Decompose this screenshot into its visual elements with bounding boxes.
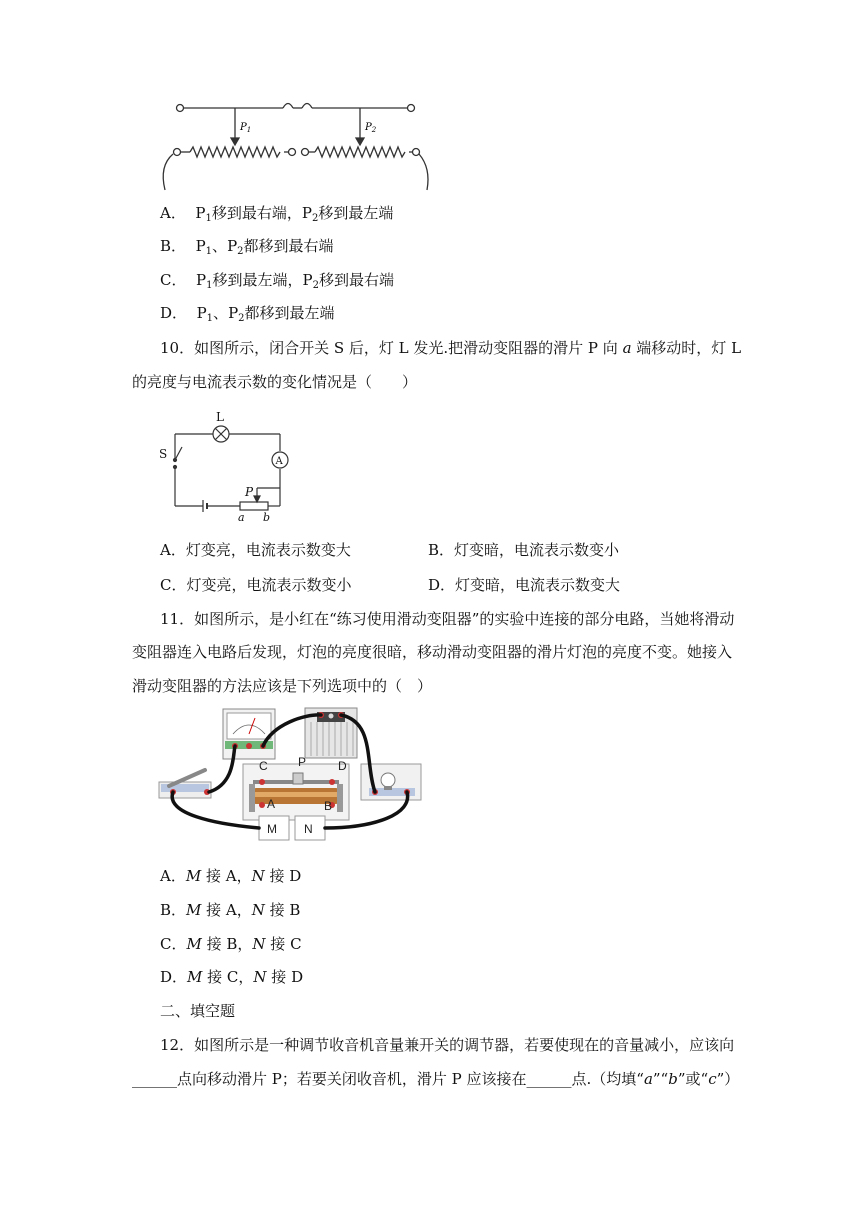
q10-option-d[interactable]: D．灯变暗，电流表示数变大 (428, 576, 621, 594)
q11-figure-wire-m: M (267, 822, 277, 836)
section-title-fill-in: 二、填空题 (160, 1002, 236, 1020)
q10-option-c[interactable]: C．灯变亮，电流表示数变小 (160, 576, 352, 594)
q11-option-b[interactable]: B．M 接 A，N 接 B (160, 901, 301, 919)
q11-stem-line-2: 变阻器连入电路后发现，灯泡的亮度很暗，移动滑动变阻器的滑片灯泡的亮度不变。她接入 (132, 643, 733, 661)
q11-option-d[interactable]: D．M 接 C，N 接 D (160, 968, 304, 986)
q10-figure-lamp-label: L (216, 410, 224, 424)
q9-figure-p1-label: P (240, 122, 247, 133)
q10-figure-slider-label: P (245, 485, 254, 499)
q11-stem-line-1: 11．如图所示，是小红在“练习使用滑动变阻器”的实验中连接的部分电路，当她将滑动 (160, 610, 735, 628)
q10-figure-switch-label: S (159, 447, 168, 461)
q11-figure-terminal-a: A (267, 797, 276, 811)
q12-stem-line-2: ______点向移动滑片 P；若要关闭收音机，滑片 P 应该接在______点.（均填“a”“b”或“c”） (132, 1070, 740, 1088)
q10-option-b[interactable]: B．灯变暗，电流表示数变小 (428, 541, 620, 559)
q11-figure-terminal-c: C (259, 759, 268, 773)
q11-stem-line-3: 滑动变阻器的方法应该是下列选项中的（ ） (132, 677, 433, 695)
q11-figure-terminal-d: D (338, 759, 347, 773)
q10-stem-line-2: 的亮度与电流表示数的变化情况是（ ） (132, 373, 418, 391)
switch-icon (159, 770, 211, 798)
q10-stem-line-1: 10．如图所示，闭合开关 S 后，灯 L 发光.把滑动变阻器的滑片 P 向 a 端移动时，灯 L (160, 339, 742, 357)
q11-option-a[interactable]: A．M 接 A，N 接 D (160, 867, 302, 885)
q10-figure-circuit (155, 407, 305, 525)
q10-figure-end-a: a (238, 511, 245, 524)
q9-option-c[interactable]: C． $P_1$移到最左端，$P_2$移到最右端 (160, 271, 394, 291)
q11-figure-terminal-b: B (324, 799, 333, 813)
q11-figure-slider-p: P (298, 755, 307, 769)
q9-figure-rheostats (155, 96, 435, 196)
q11-figure-wire-n: N (304, 822, 313, 836)
q9-option-d[interactable]: D． $P_1$、$P_2$都移到最左端 (160, 304, 335, 324)
q9-figure-p2-label: P (365, 122, 372, 133)
q10-figure-end-b: b (263, 511, 271, 524)
q9-option-a[interactable]: A． $P_1$移到最右端，$P_2$移到最左端 (160, 204, 394, 224)
q10-option-a[interactable]: A．灯变亮，电流表示数变大 (160, 541, 351, 559)
galvanometer-icon (223, 709, 275, 759)
q9-option-b[interactable]: B． $P_1$、$P_2$都移到最右端 (160, 237, 334, 257)
q12-stem-line-1: 12．如图所示是一种调节收音机音量兼开关的调节器，若要使现在的音量减小，应该向 (160, 1036, 735, 1054)
q10-figure-ammeter-label: A (275, 456, 283, 467)
svg-text:P1: $P_1$ (240, 122, 252, 134)
q11-option-c[interactable]: C．M 接 B，N 接 C (160, 935, 302, 953)
svg-text:P2: $P_2$ (365, 122, 377, 134)
q11-figure-lab-setup (155, 704, 427, 844)
